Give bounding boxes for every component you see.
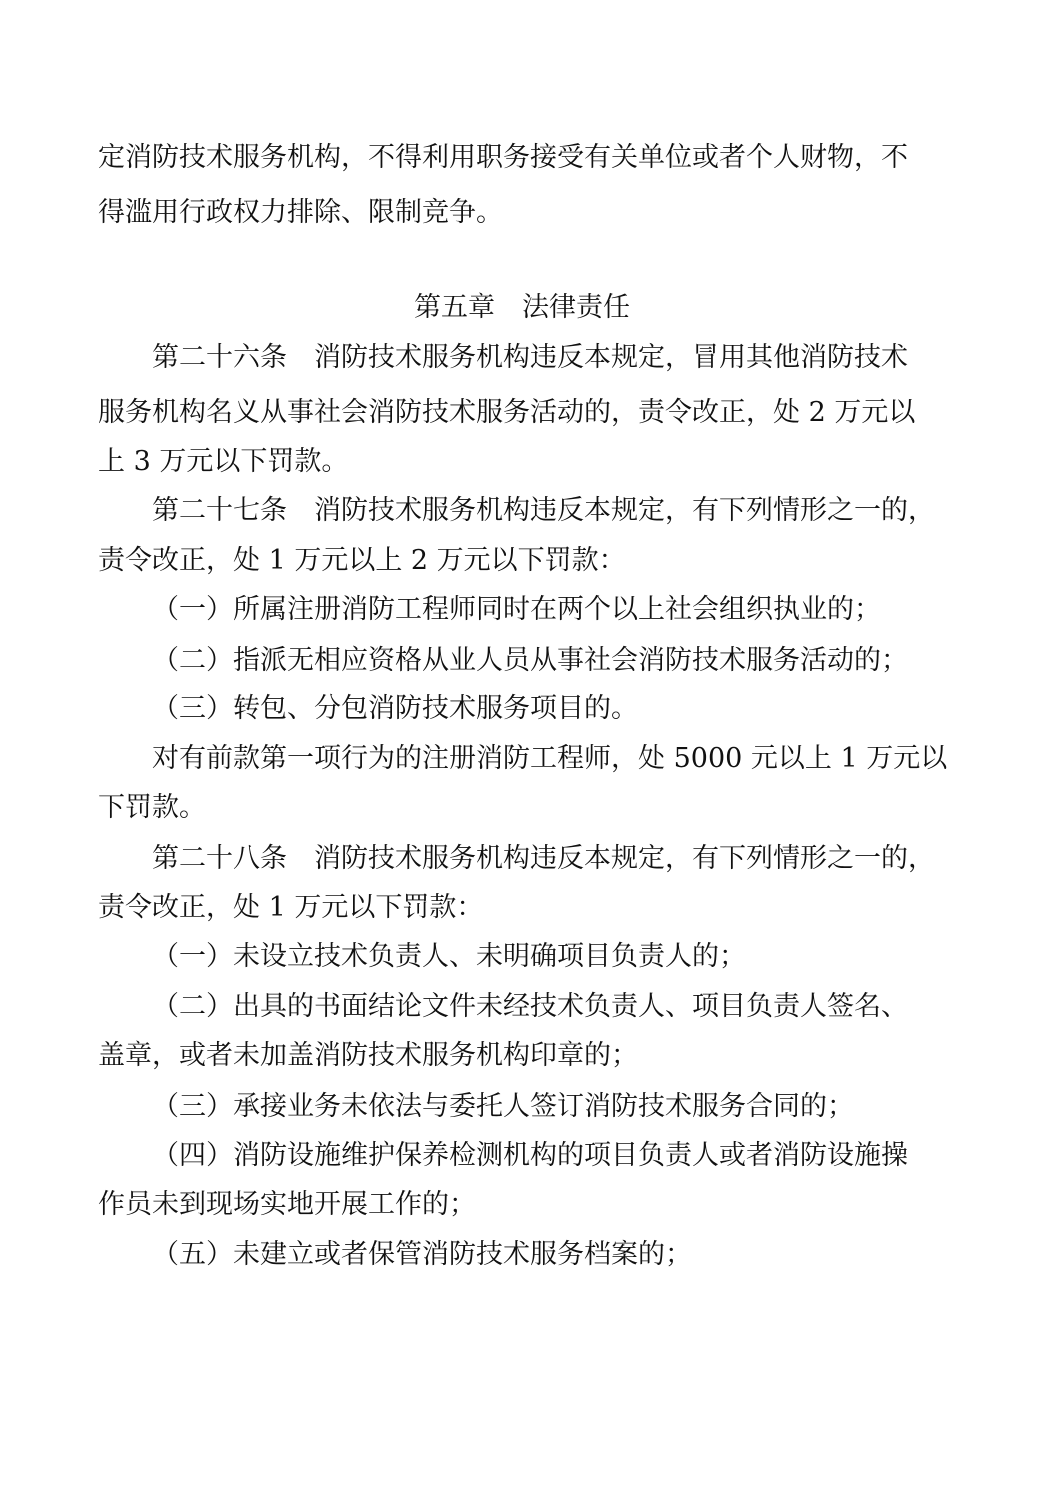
text-line: 上 3 万元以下罚款。 [98, 446, 349, 477]
text-line: 盖章，或者未加盖消防技术服务机构印章的； [98, 1040, 638, 1071]
list-item: （五）未建立或者保管消防技术服务档案的； [152, 1239, 692, 1270]
text-line: 第二十八条 消防技术服务机构违反本规定，有下列情形之一的， [152, 843, 935, 874]
text-line: 得滥用行政权力排除、限制竞争。 [98, 197, 503, 228]
list-item: （二）出具的书面结论文件未经技术负责人、项目负责人签名、 [152, 991, 908, 1022]
text-line: 责令改正，处 1 万元以上 2 万元以下罚款： [98, 545, 626, 576]
text-line: 作员未到现场实地开展工作的； [98, 1189, 476, 1220]
text-line: 责令改正，处 1 万元以下罚款： [98, 892, 484, 923]
list-item: （一）未设立技术负责人、未明确项目负责人的； [152, 941, 746, 972]
text-line: 第二十七条 消防技术服务机构违反本规定，有下列情形之一的， [152, 495, 935, 526]
text-line: 第二十六条 消防技术服务机构违反本规定，冒用其他消防技术 [152, 342, 908, 373]
chapter-heading: 第五章 法律责任 [414, 292, 630, 323]
list-item: （四）消防设施维护保养检测机构的项目负责人或者消防设施操 [152, 1140, 908, 1171]
text-line: 对有前款第一项行为的注册消防工程师，处 5000 元以上 1 万元以 [152, 743, 948, 774]
text-line: 服务机构名义从事社会消防技术服务活动的，责令改正，处 2 万元以 [98, 397, 916, 428]
list-item: （一）所属注册消防工程师同时在两个以上社会组织执业的； [152, 594, 881, 625]
text-line: 定消防技术服务机构，不得利用职务接受有关单位或者个人财物，不 [98, 142, 908, 173]
text-line: 下罚款。 [98, 792, 206, 823]
list-item: （三）承接业务未依法与委托人签订消防技术服务合同的； [152, 1091, 854, 1122]
list-item: （三）转包、分包消防技术服务项目的。 [152, 693, 638, 724]
list-item: （二）指派无相应资格从业人员从事社会消防技术服务活动的； [152, 645, 908, 676]
